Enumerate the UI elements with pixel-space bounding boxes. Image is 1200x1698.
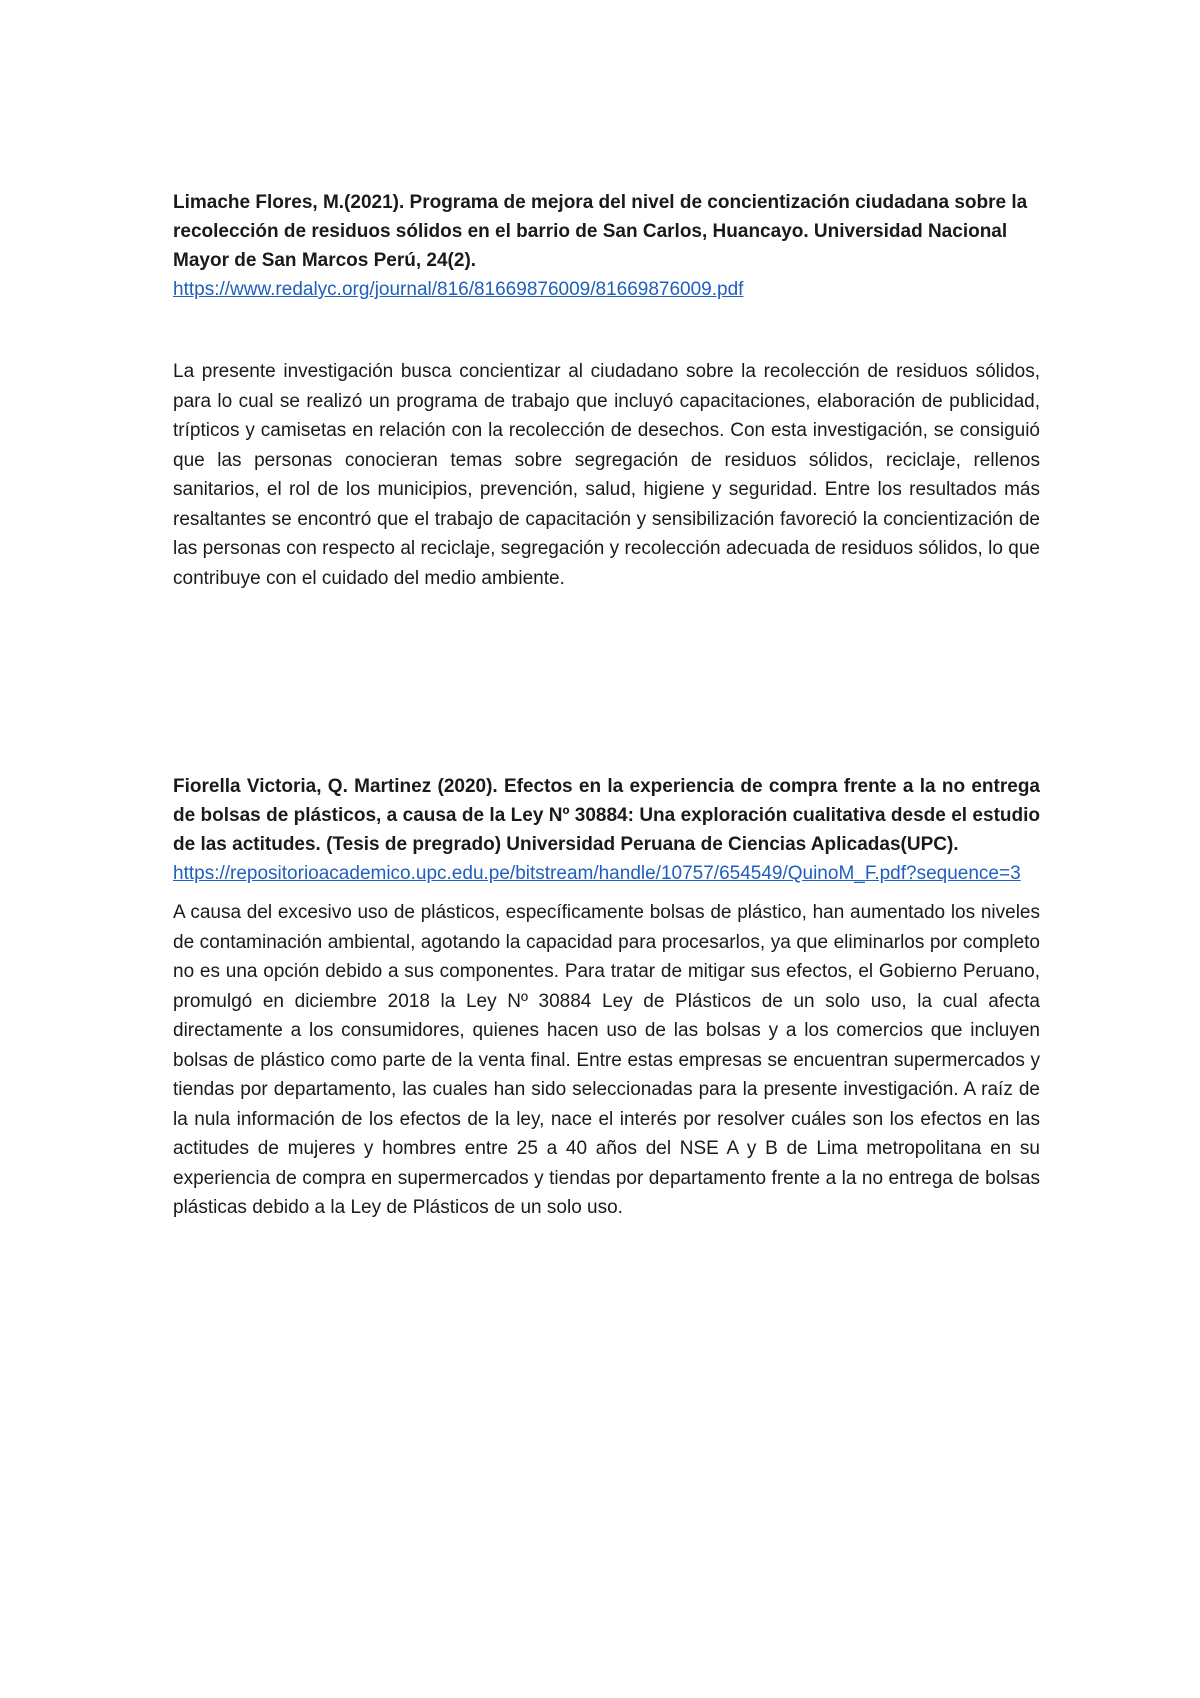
reference-link[interactable]: https://www.redalyc.org/journal/816/81669876009/81669876009.pdf	[173, 279, 744, 300]
reference-entry-2	[173, 772, 1040, 1223]
reference-entry-1	[173, 188, 1040, 593]
reference-abstract: La presente investigación busca concientizar al ciudadano sobre la recolección de residuos sólidos, para lo cual se realizó un programa de trabajo que incluyó capacitaciones, elaboración de publicidad, trípticos y camisetas en relación con la recolección de desechos. Con esta investigación, se consiguió que las personas conocieran temas sobre segregación de residuos sólidos, reciclaje, rellenos sanitarios, el rol de los municipios, prevención, salud, higiene y seguridad. Entre los resultados más resaltantes se encontró que el trabajo de capacitación y sensibilización favoreció la concientización de las personas con respecto al reciclaje, segregación y recolección adecuada de residuos sólidos, lo que contribuye con el cuidado del medio ambiente.	[173, 361, 1040, 589]
reference-abstract: A causa del excesivo uso de plásticos, específicamente bolsas de plástico, han aumentado los niveles de contaminación ambiental, agotando la capacidad para procesarlos, ya que eliminarlos por completo no es una opción debido a sus componentes. Para tratar de mitigar sus efectos, el Gobierno Peruano, promulgó en diciembre 2018 la Ley Nº 30884 Ley de Plásticos de un solo uso, la cual afecta directamente a los consumidores, quienes hacen uso de las bolsas y a los comercios que incluyen bolsas de plástico como parte de la venta final. Entre estas empresas se encuentran supermercados y tiendas por departamento, las cuales han sido seleccionadas para la presente investigación. A raíz de la nula información de los efectos de la ley, nace el interés por resolver cuáles son los efectos en las actitudes de mujeres y hombres entre 25 a 40 años del NSE A y B de Lima metropolitana en su experiencia de compra en supermercados y tiendas por departamento frente a la no entrega de bolsas plásticas debido a la Ley de Plásticos de un solo uso.	[173, 902, 1040, 1218]
reference-link[interactable]: https://repositorioacademico.upc.edu.pe/bitstream/handle/10757/654549/QuinoM_F.pdf?sequence=3	[173, 863, 1021, 884]
reference-citation: Limache Flores, M.(2021). Programa de mejora del nivel de concientización ciudadana sobre la recolección de residuos sólidos en el barrio de San Carlos, Huancayo. Universidad Nacional Mayor de San Marcos Perú, 24(2).	[173, 192, 1028, 271]
reference-citation: Fiorella Victoria, Q. Martinez (2020). Efectos en la experiencia de compra frente a la no entrega de bolsas de plásticos, a causa de la Ley Nº 30884: Una exploración cualitativa desde el estudio de las actitudes. (Tesis de pregrado) Universidad Peruana de Ciencias Aplicadas(UPC).	[173, 776, 1040, 855]
